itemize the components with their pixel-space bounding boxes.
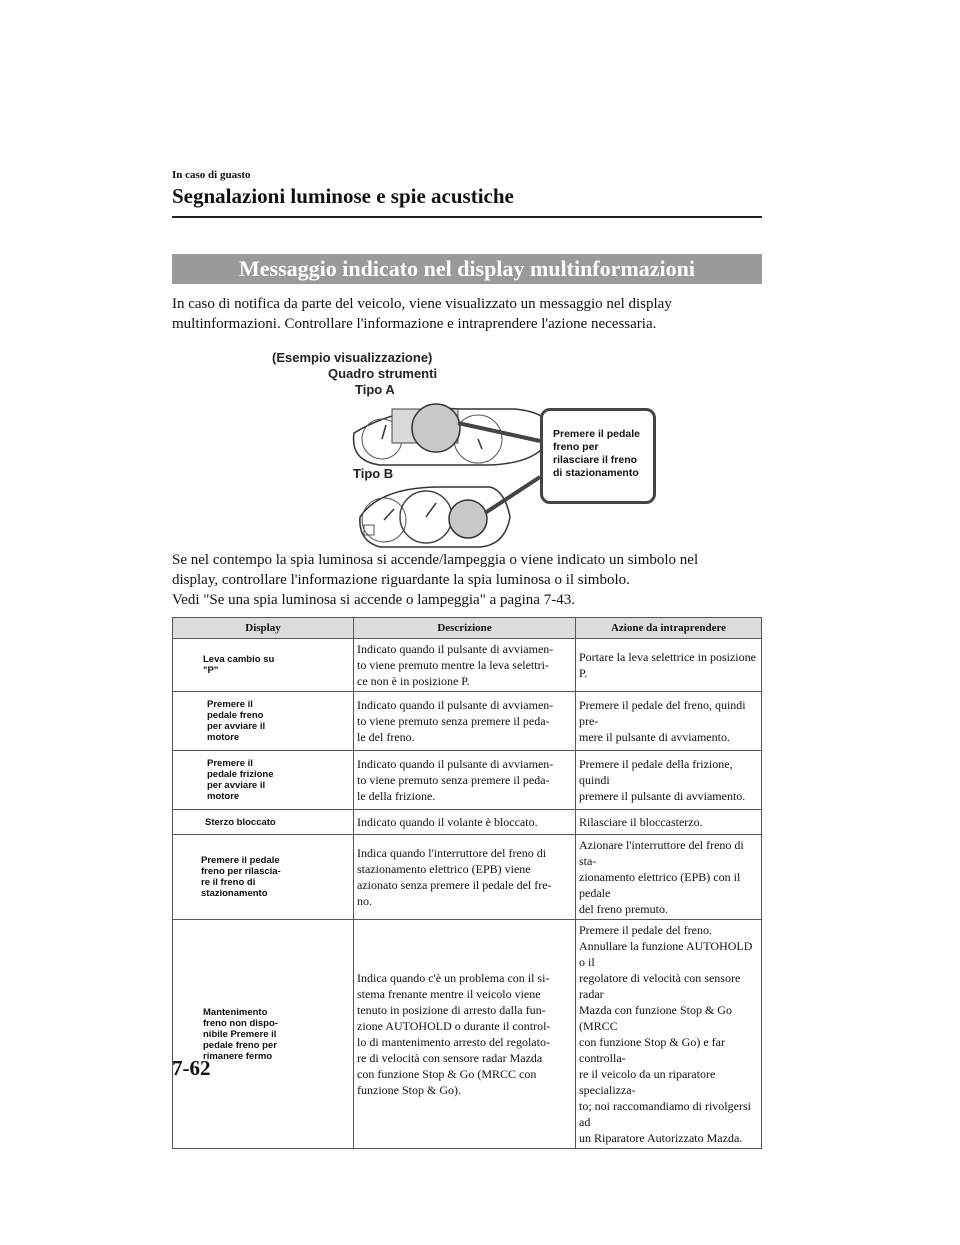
note-line: display, controllare l'informazione riguardante la spia luminosa o il simbolo. xyxy=(172,572,630,588)
type-a-label: Tipo A xyxy=(355,382,395,397)
description-cell: Indica quando c'è un problema con il si- stema frenante mentre il veicolo viene tenuto in posizione di arresto dalla fun- zione AUTOHOLD o durante il control- lo di mantenimento arresto del regolato- re di velocità con sensore radar Mazda con funzione Stop & Go (MRCC con funzione Stop & Go). xyxy=(354,920,576,1149)
action-cell: Premere il pedale del freno. Annullare la funzione AUTOHOLD o il regolatore di velocità con sensore radar Mazda con funzione Stop & Go (MRCC con funzione Stop & Go) e far controlla- re il veicolo da un riparatore specializza- to; noi raccomandiamo di rivolgersi ad un Riparatore Autorizzato Mazda. xyxy=(576,920,762,1149)
callout-line: di stazionamento xyxy=(553,467,639,479)
table-row xyxy=(173,810,762,835)
action-cell: Azionare l'interruttore del freno di sta- zionamento elettrico (EPB) con il pedale del freno premuto. xyxy=(576,835,762,920)
cluster-type-a xyxy=(354,404,551,465)
cluster-type-b xyxy=(360,487,510,547)
table-row xyxy=(173,835,762,920)
section-banner: Messaggio indicato nel display multinformazioni xyxy=(172,254,762,284)
column-header-description: Descrizione xyxy=(354,618,576,639)
description-cell: Indicato quando il pulsante di avviamen- to viene premuto mentre la leva selettri- ce non è in posizione P. xyxy=(354,639,576,692)
column-header-display: Display xyxy=(173,618,354,639)
action-cell: Premere il pedale della frizione, quindi premere il pulsante di avviamento. xyxy=(576,751,762,810)
callout-line: Premere il pedale xyxy=(553,428,640,440)
action-cell: Premere il pedale del freno, quindi pre- mere il pulsante di avviamento. xyxy=(576,692,762,751)
display-cell: Mantenimento freno non dispo- nibile Premere il pedale freno per rimanere fermo xyxy=(173,920,354,1149)
section-label: In caso di guasto xyxy=(172,169,251,181)
display-cell: Sterzo bloccato xyxy=(173,810,354,835)
note-line: Vedi "Se una spia luminosa si accende o lampeggia" a pagina 7-43. xyxy=(172,592,575,608)
page-title: Segnalazioni luminose e spie acustiche xyxy=(172,184,514,208)
intro-paragraph xyxy=(172,294,762,334)
table-header-row xyxy=(173,618,762,639)
action-cell: Rilasciare il bloccasterzo. xyxy=(576,810,762,835)
page-number: 7-62 xyxy=(172,1056,211,1080)
intro-line: In caso di notifica da parte del veicolo, viene visualizzato un messaggio nel display xyxy=(172,296,672,312)
display-cell: Premere il pedale frizione per avviare il motore xyxy=(173,751,354,810)
display-cell: Leva cambio su "P" xyxy=(173,639,354,692)
action-cell: Portare la leva selettrice in posizione P. xyxy=(576,639,762,692)
callout-line: freno per xyxy=(553,441,599,453)
column-header-action: Azione da intraprendere xyxy=(576,618,762,639)
example-label: (Esempio visualizzazione) xyxy=(272,350,433,365)
note-paragraph xyxy=(172,550,762,610)
description-cell: Indicato quando il pulsante di avviamen- to viene premuto senza premere il peda- le del freno. xyxy=(354,692,576,751)
description-cell: Indica quando l'interruttore del freno di stazionamento elettrico (EPB) viene azionato senza premere il pedale del fre- no. xyxy=(354,835,576,920)
description-cell: Indicato quando il pulsante di avviamen- to viene premuto senza premere il peda- le della frizione. xyxy=(354,751,576,810)
callout-box xyxy=(540,408,656,504)
intro-line: multinformazioni. Controllare l'informazione e intraprendere l'azione necessaria. xyxy=(172,316,657,332)
callout-line: rilasciare il freno xyxy=(553,454,638,466)
messages-table xyxy=(172,617,762,1149)
table-row xyxy=(173,751,762,810)
display-cell: Premere il pedale freno per avviare il motore xyxy=(173,692,354,751)
table-row xyxy=(173,692,762,751)
note-line: Se nel contempo la spia luminosa si accende/lampeggia o viene indicato un simbolo nel xyxy=(172,552,699,568)
type-b-label: Tipo B xyxy=(353,466,394,481)
table-row xyxy=(173,920,762,1149)
display-cell: Premere il pedale freno per rilascia- re il freno di stazionamento xyxy=(173,835,354,920)
header-rule xyxy=(172,216,762,218)
description-cell: Indicato quando il volante è bloccato. xyxy=(354,810,576,835)
table-row xyxy=(173,639,762,692)
cluster-label: Quadro strumenti xyxy=(328,366,438,381)
